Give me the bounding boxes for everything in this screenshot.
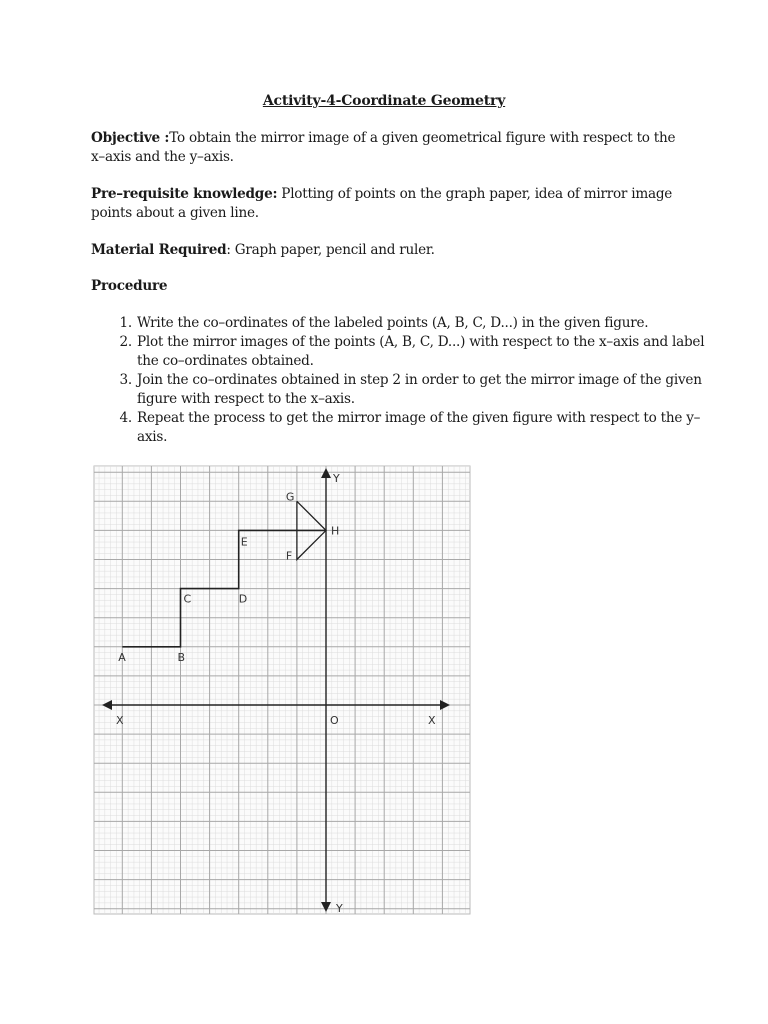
material-label: Material Required	[91, 242, 227, 258]
x-axis-label-left: X	[116, 714, 124, 727]
y-axis-label-top: Y	[333, 472, 340, 485]
origin-label: O	[330, 714, 339, 727]
procedure-steps	[91, 314, 726, 447]
point-label-d: D	[238, 592, 248, 606]
point-label-a: A	[118, 650, 126, 664]
y-axis-label-bottom: Y	[336, 902, 343, 915]
material-text: : Graph paper, pencil and ruler.	[226, 242, 435, 258]
page-title: Activity-4-Coordinate Geometry	[262, 93, 506, 109]
procedure-step: 2. Plot the mirror images of the points (A, B, C, D...) with respect to the x–axis and label the co–ordinates obtained.	[136, 333, 726, 371]
objective-text: To obtain the mirror image of a given geometrical figure with respect to the x–axis and the y–axis.	[91, 130, 676, 165]
point-label-e: E	[240, 535, 248, 549]
procedure-step: 4. Repeat the process to get the mirror image of the given figure with respect to the y–axis.	[136, 409, 726, 447]
point-label-c: C	[183, 592, 192, 606]
graph-paper	[92, 464, 472, 916]
procedure-step: 1. Write the co–ordinates of the labeled points (A, B, C, D...) in the given figure.	[136, 314, 726, 333]
prerequisite-label: Pre–requisite knowledge:	[91, 186, 278, 202]
point-label-g: G	[285, 490, 295, 504]
prerequisite-paragraph	[91, 185, 681, 223]
objective-label: Objective :	[91, 130, 170, 146]
material-paragraph	[91, 241, 681, 260]
procedure-heading: Procedure	[91, 278, 168, 294]
prerequisite-text: Plotting of points on the graph paper, idea of mirror image points about a given line.	[91, 186, 673, 221]
procedure-step: 3. Join the co–ordinates obtained in step 2 in order to get the mirror image of the given figure with respect to the x–axis.	[136, 371, 726, 409]
objective-paragraph	[91, 129, 681, 167]
point-label-b: B	[177, 650, 186, 664]
x-axis-label-right: X	[428, 714, 436, 727]
point-label-h: H	[331, 524, 340, 538]
point-label-f: F	[285, 549, 293, 563]
